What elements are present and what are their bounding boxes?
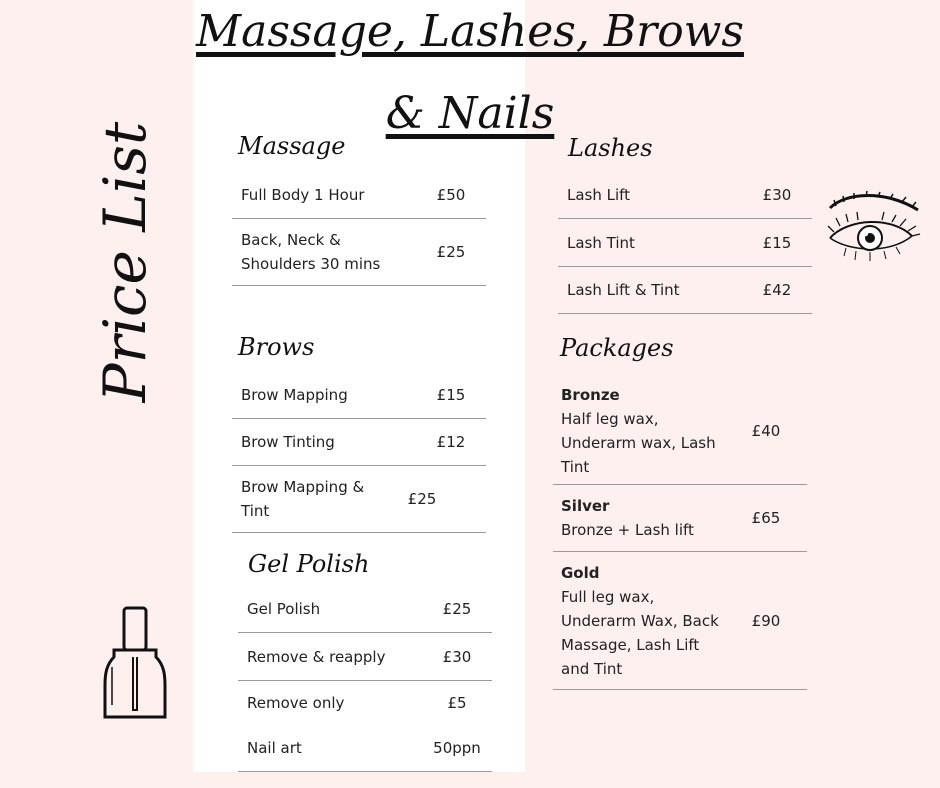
item-price: 50ppn [433,739,481,757]
item-price: £15 [762,233,792,252]
list-item [558,267,812,314]
package-name: Gold [561,563,600,582]
package-desc: Full leg wax, Underarm Wax, Back Massage, Lash Lift and Tint [561,587,719,678]
eye-icon [826,190,922,268]
item-price: £42 [762,281,792,299]
section-title-packages: Packages [560,334,674,362]
item-name: Lash Lift & Tint [567,281,680,299]
item-name: Brow Mapping & Tint [241,478,365,520]
package-item [553,378,807,485]
item-name: Gel Polish [247,600,321,618]
package-item [553,485,807,552]
list-item [558,172,812,219]
item-price: £12 [436,433,466,451]
section-title-brows: Brows [238,333,315,361]
item-price: £30 [762,186,792,204]
list-item [238,633,492,681]
item-price: £50 [436,186,466,204]
page-title-line1: Massage, Lashes, Brows [196,6,744,57]
item-name: Brow Mapping [241,386,348,404]
package-desc: Bronze + Lash lift [561,521,694,539]
item-name: Brow Tinting [241,433,335,451]
item-price: £40 [751,422,781,440]
list-item [232,372,486,419]
item-name: Lash Lift [567,186,631,204]
list-item [232,172,486,219]
item-price: £5 [447,694,467,712]
list-item [232,466,486,533]
item-price: £25 [436,243,466,261]
item-price: £90 [751,611,781,630]
section-title-lashes: Lashes [568,134,653,162]
item-name: Full Body 1 Hour [241,186,365,204]
item-price: £15 [436,386,466,404]
item-name: Remove only [247,694,345,712]
item-price: £25 [442,600,472,618]
item-name: Nail art [247,739,302,757]
list-item [238,586,492,633]
package-name: Silver [561,497,610,515]
item-name: Remove & reapply [247,647,386,666]
list-item [558,219,812,267]
item-name: Back, Neck & Shoulders 30 mins [241,231,381,273]
list-item [238,725,492,772]
package-item [553,552,807,690]
item-name: Lash Tint [567,233,635,252]
item-price: £30 [442,647,472,666]
nail-polish-bottle-icon [102,605,168,723]
page-title-line2: & Nails [385,88,555,139]
list-item [232,419,486,466]
package-desc: Half leg wax, Underarm wax, Lash Tint [561,410,716,476]
item-price: £65 [751,509,781,527]
package-name: Bronze [561,386,620,404]
list-item [232,219,486,286]
item-price: £25 [407,490,437,508]
section-title-gel-polish: Gel Polish [248,550,370,578]
section-title-massage: Massage [238,132,346,160]
price-list-label: Price List [91,121,159,403]
list-item [238,681,492,725]
